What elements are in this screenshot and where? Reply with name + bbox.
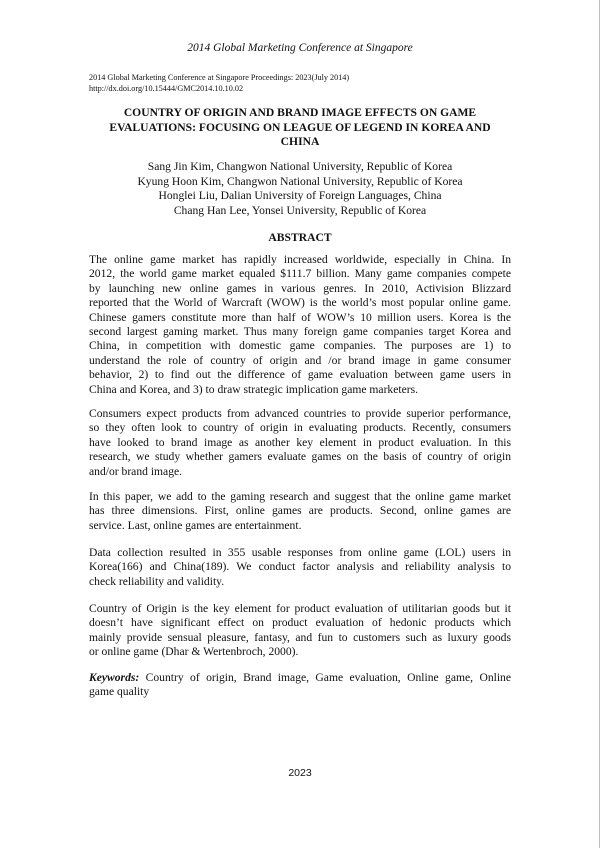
keywords-line: game quality [89, 685, 150, 699]
text-line: mainly provide sensual pleasure, fantasy, and fun to customers such as luxury goods [89, 630, 511, 644]
text-line: and/or brand image. [89, 464, 183, 478]
text-line: have looked to brand image as another key element in product evaluation. In this [89, 435, 511, 449]
paper-title [86, 106, 514, 150]
keywords-list: Country of origin, Brand image, Game evaluation, Online game, Online [139, 671, 511, 684]
author-line: Kyung Hoon Kim, Changwon National University, Republic of Korea [137, 174, 463, 188]
text-line: reported that the World of Warcraft (WOW) is the world’s most popular online game. [89, 296, 511, 310]
text-line: or online game (Dhar & Wertenbroch, 2000). [89, 645, 299, 659]
text-line: The online game market has rapidly increased worldwide, especially in China. In [89, 253, 511, 266]
abstract-heading: ABSTRACT [268, 231, 332, 244]
author-line: Chang Han Lee, Yonsei University, Republic of Korea [173, 203, 427, 217]
title-line: EVALUATIONS: FOCUSING ON LEAGUE OF LEGEND IN KOREA AND [109, 120, 491, 134]
proceedings-info [89, 73, 349, 94]
text-line: has three dimensions. First, online games are products. Second, online games are [89, 504, 511, 518]
author-line: Sang Jin Kim, Changwon National University, Republic of Korea [147, 160, 453, 173]
keywords-section [89, 671, 511, 700]
keywords-label: Keywords: [89, 671, 140, 684]
title-line: CHINA [280, 135, 320, 148]
text-line: doesn’t have significant effect on product evaluation of hedonic products which [89, 616, 511, 630]
abstract-paragraph-3 [89, 490, 511, 533]
text-line: 2012, the world game market equaled $111.7 billion. Many game companies compete [89, 267, 511, 281]
text-line: Chinese gamers constitute more than half of WOW’s 10 million users. Korea is the [89, 310, 511, 324]
text-line: check reliability and validity. [89, 574, 225, 588]
text-line: Consumers expect products from advanced countries to provide superior performance, [89, 407, 511, 420]
page-number: 2023 [288, 767, 312, 779]
text-line: Country of Origin is the key element for product evaluation of utilitarian goods but it [89, 602, 511, 615]
conference-header: 2014 Global Marketing Conference at Singapore [187, 42, 413, 54]
doi-link[interactable]: http://dx.doi.org/10.15444/GMC2014.10.10.02 [89, 83, 244, 93]
text-line: by launching new online games in various genres. In 2010, Activision Blizzard [89, 281, 511, 295]
author-line: Honglei Liu, Dalian University of Foreign Languages, China [158, 189, 442, 202]
text-line: Korea(166) and China(189). We conduct factor analysis and reliability analysis to [89, 560, 511, 574]
text-line: behavior, 2) to find out the difference of game evaluation between game users in [89, 368, 511, 382]
text-line: understand the role of country of origin and /or brand image in game consumer [89, 353, 511, 367]
text-line: second largest gaming market. Thus many foreign game companies target Korea and [89, 325, 511, 339]
author-list [0, 160, 600, 218]
text-line: so they often look to country of origin in evaluating products. Recently, consumers [89, 421, 511, 435]
text-line: In this paper, we add to the gaming research and suggest that the online game market [89, 490, 511, 503]
keywords-line [89, 671, 511, 685]
abstract-paragraph-4 [89, 546, 511, 589]
abstract-paragraph-2 [89, 407, 511, 479]
title-line: COUNTRY OF ORIGIN AND BRAND IMAGE EFFECTS ON GAME [123, 106, 477, 119]
text-line: research, we study whether gamers evaluate games on the basis of country of origin [89, 450, 511, 464]
text-line: China, in competition with domestic game companies. The purposes are 1) to [89, 339, 511, 353]
abstract-paragraph-1 [89, 253, 511, 397]
text-line: Data collection resulted in 355 usable responses from online game (LOL) users in [89, 546, 511, 559]
text-line: China and Korea, and 3) to draw strategic implication game marketers. [89, 382, 419, 396]
text-line: service. Last, online games are entertainment. [89, 518, 302, 532]
proceedings-line: 2014 Global Marketing Conference at Singapore Proceedings: 2023(July 2014) [89, 73, 350, 82]
abstract-paragraph-5 [89, 602, 511, 660]
